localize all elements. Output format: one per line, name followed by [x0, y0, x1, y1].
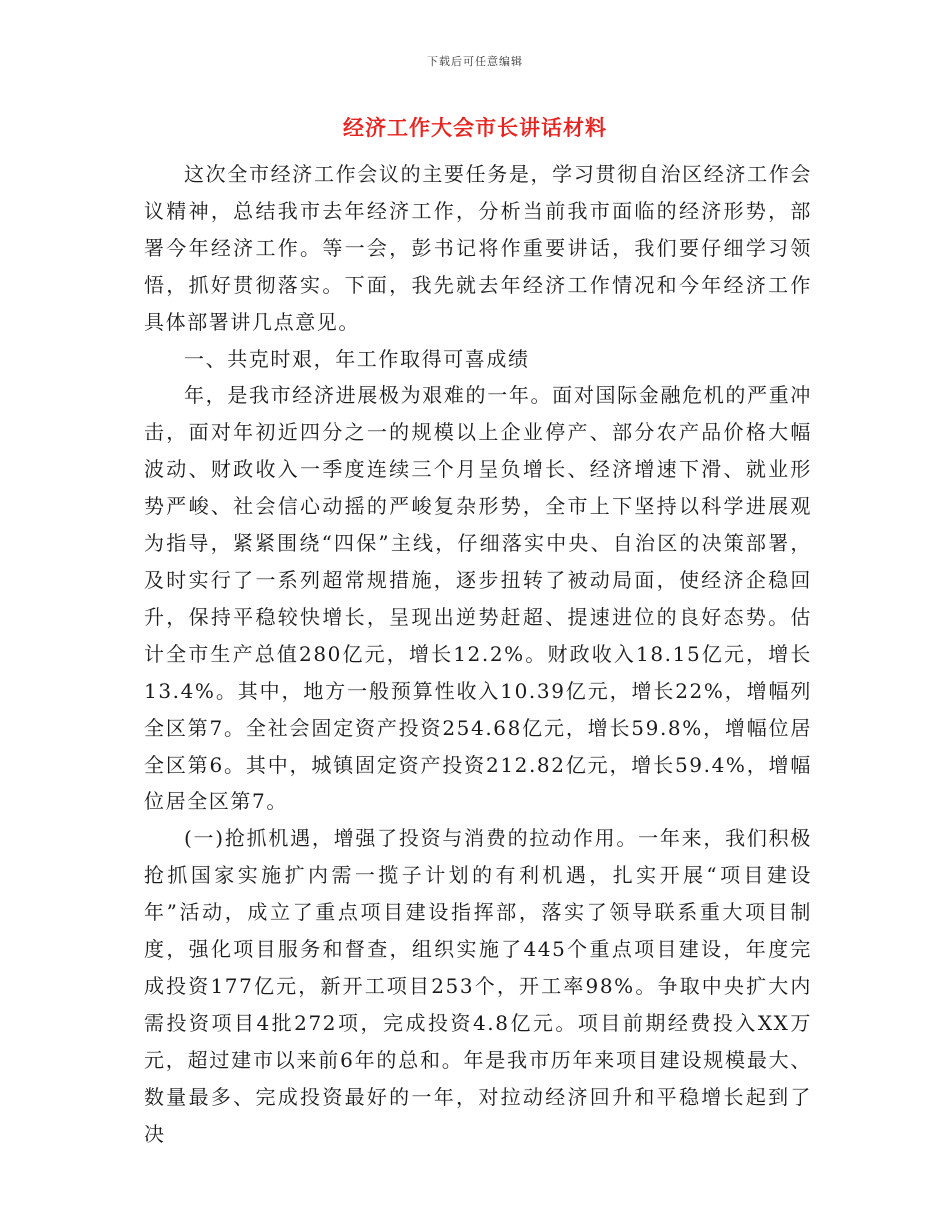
- achievements-paragraph: 年，是我市经济进展极为艰难的一年。面对国际金融危机的严重冲击，面对年初近四分之一的规模以上企业停产、部分农产品价格大幅波动、财政收入一季度连续三个月呈负增长、经济增速下滑、就业形势严峻、社会信心动摇的严峻复杂形势，全市上下坚持以科学进展观为指导，紧紧围绕“四保”主线，仔细落实中央、自治区的决策部署，及时实行了一系列超常规措施，逐步扭转了被动局面，使经济企稳回升，保持平稳较快增长，呈现出逆势赶超、提速进位的良好态势。估计全市生产总值280亿元，增长12.2%。财政收入18.15亿元，增长13.4%。其中，地方一般预算性收入10.39亿元，增长22%，增幅列全区第7。全社会固定资产投资254.68亿元，增长59.8%，增幅位居全区第6。其中，城镇固定资产投资212.82亿元，增长59.4%，增幅位居全区第7。: [144, 383, 812, 814]
- page-header-note: 下载后可任意编辑: [427, 55, 523, 68]
- section-heading-1: 一、共克时艰，年工作取得可喜成绩: [184, 346, 530, 371]
- document-body: [144, 156, 812, 1152]
- document-title: 经济工作大会市长讲话材料: [343, 115, 607, 140]
- subsection-1-paragraph: (一)抢抓机遇，增强了投资与消费的拉动作用。一年来，我们积极抢抓国家实施扩内需一揽子计划的有利机遇，扎实开展“项目建设年”活动，成立了重点项目建设指挥部，落实了领导联系重大项目制度，强化项目服务和督查，组织实施了445个重点项目建设，年度完成投资177亿元，新开工项目253个，开工率98%。争取中央扩大内需投资项目4批272项，完成投资4.8亿元。项目前期经费投入XX万元，超过建市以来前6年的总和。年是我市历年来项目建设规模最大、数量最多、完成投资最好的一年，对拉动经济回升和平稳增长起到了决: [144, 826, 812, 1146]
- intro-paragraph: 这次全市经济工作会议的主要任务是，学习贯彻自治区经济工作会议精神，总结我市去年经济工作，分析当前我市面临的经济形势，部署今年经济工作。等一会，彭书记将作重要讲话，我们要仔细学习领悟，抓好贯彻落实。下面，我先就去年经济工作情况和今年经济工作具体部署讲几点意见。: [144, 162, 812, 334]
